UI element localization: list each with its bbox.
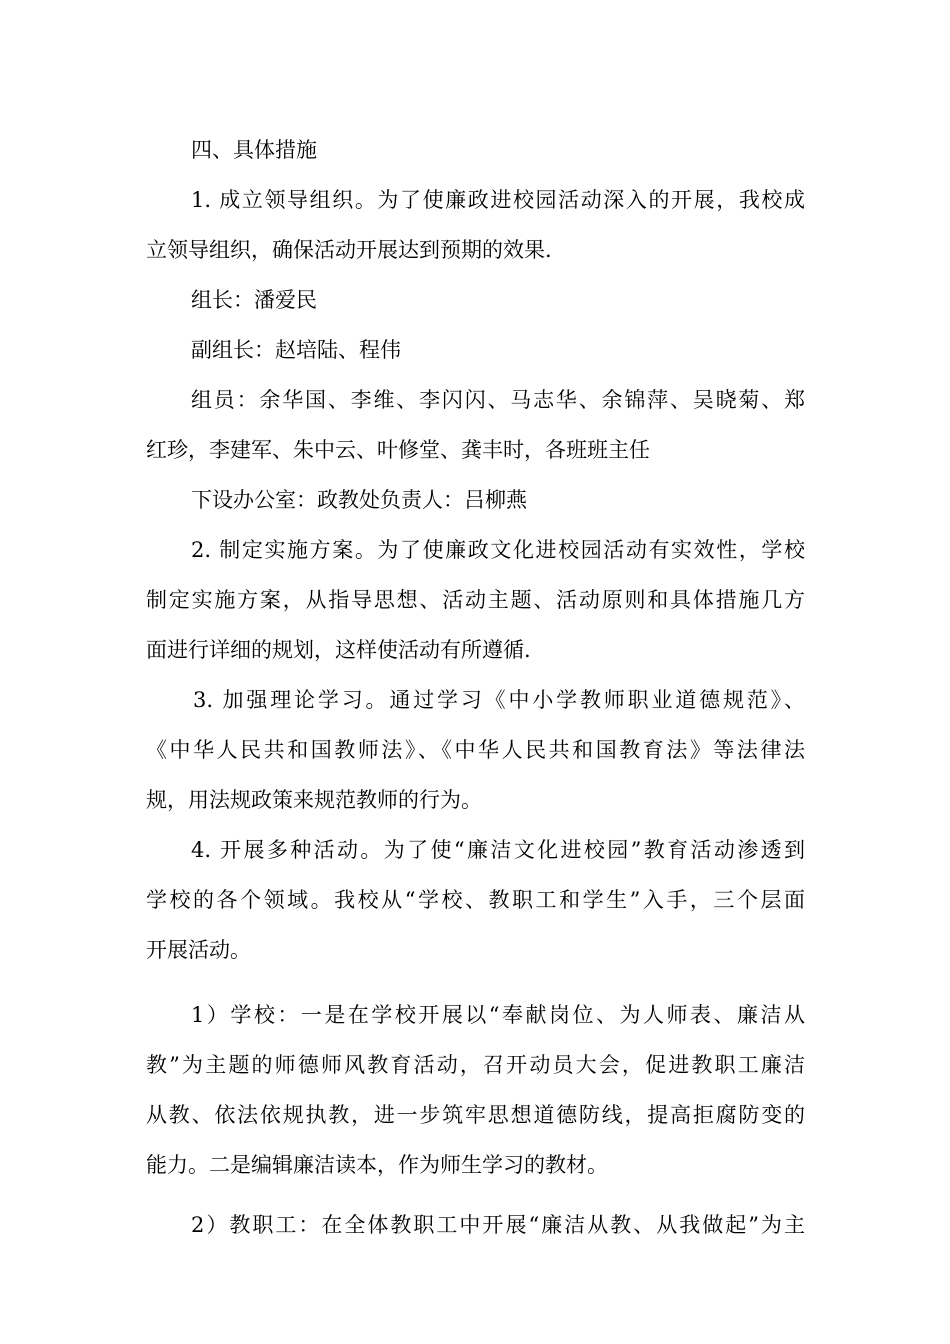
paragraph-line — [0, 580, 950, 620]
paragraph-line — [0, 830, 950, 870]
item1-line2: 立领导组织，确保活动开展达到预期的效果. — [146, 238, 552, 262]
item3-line3: 规，用法规政策来规范教师的行为。 — [146, 788, 482, 812]
item4-line2: 学校的各个领域。我校从“学校、教职工和学生”入手，三个层面 — [146, 888, 805, 912]
paragraph-line — [0, 380, 950, 420]
paragraph-line — [0, 680, 950, 720]
item3-line1: 3. 加强理论学习。通过学习《中小学教师职业道德规范》、 — [193, 688, 805, 712]
school-line1: 1）学校：一是在学校开展以“奉献岗位、为人师表、廉洁从 — [191, 1003, 805, 1027]
paragraph-line — [0, 1045, 950, 1085]
paragraph-line — [0, 880, 950, 920]
team-office: 下设办公室：政教处负责人：吕柳燕 — [191, 488, 527, 512]
school-line4: 能力。二是编辑廉洁读本，作为师生学习的教材。 — [146, 1153, 608, 1177]
item4-line3: 开展活动。 — [146, 938, 251, 962]
item2-line3: 面进行详细的规划，这样使活动有所遵循. — [146, 638, 531, 662]
item2-line2: 制定实施方案，从指导思想、活动主题、活动原则和具体措施几方 — [146, 588, 805, 612]
item4-line1: 4. 开展多种活动。为了使“廉洁文化进校园”教育活动渗透到 — [191, 838, 805, 862]
team-members-line1: 组员：余华国、李维、李闪闪、马志华、余锦萍、吴晓菊、郑 — [191, 388, 805, 412]
school-line2: 教”为主题的师德师风教育活动，召开动员大会，促进教职工廉洁 — [146, 1053, 805, 1077]
paragraph-line — [0, 330, 950, 370]
team-members-line2: 红珍，李建军、朱中云、叶修堂、龚丰时，各班班主任 — [146, 438, 650, 462]
item3-line2: 《中华人民共和国教师法》、《中华人民共和国教育法》等法律法 — [146, 738, 805, 762]
paragraph-line — [0, 480, 950, 520]
paragraph-line — [0, 730, 950, 770]
section-heading: 四、具体措施 — [191, 138, 317, 162]
team-deputy-leader: 副组长：赵培陆、程伟 — [191, 338, 401, 362]
paragraph-line — [0, 230, 950, 270]
paragraph-line — [0, 780, 950, 820]
paragraph-line — [0, 280, 950, 320]
section-heading-line — [0, 130, 950, 170]
paragraph-line — [0, 995, 950, 1035]
item2-line1: 2. 制定实施方案。为了使廉政文化进校园活动有实效性，学校 — [191, 538, 805, 562]
paragraph-line — [0, 180, 950, 220]
school-line3: 从教、依法依规执教，进一步筑牢思想道德防线，提高拒腐防变的 — [146, 1103, 805, 1127]
paragraph-line — [0, 1145, 950, 1185]
item1-line1: 1. 成立领导组织。为了使廉政进校园活动深入的开展，我校成 — [191, 188, 805, 212]
staff-line1: 2）教职工：在全体教职工中开展“廉洁从教、从我做起”为主 — [191, 1213, 805, 1237]
paragraph-line — [0, 430, 950, 470]
paragraph-line — [0, 1205, 950, 1245]
paragraph-line — [0, 1095, 950, 1135]
paragraph-line — [0, 530, 950, 570]
paragraph-line — [0, 630, 950, 670]
paragraph-line — [0, 930, 950, 970]
team-leader: 组长：潘爱民 — [191, 288, 317, 312]
